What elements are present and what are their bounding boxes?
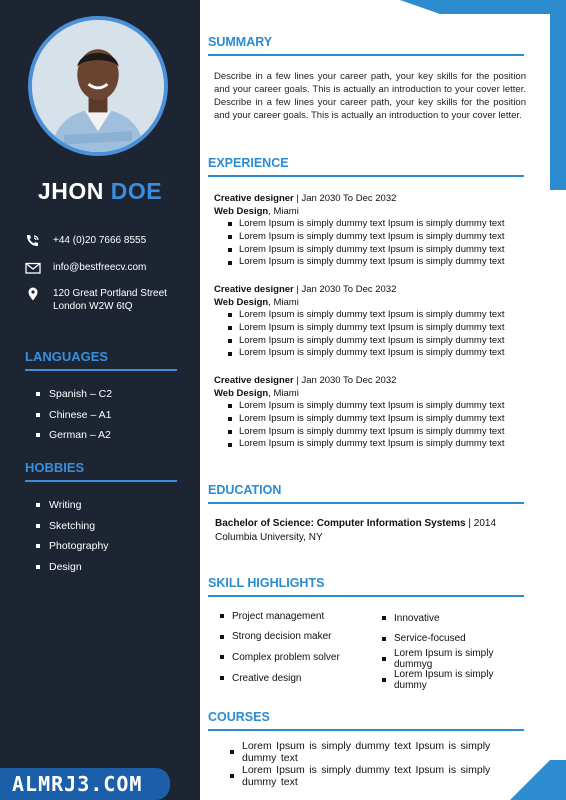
- bullet-icon: [36, 413, 40, 417]
- bullet-icon: [228, 326, 232, 330]
- list-item: Lorem Ipsum is simply dummy text Ipsum is simply dummy text: [228, 335, 526, 348]
- bullet-icon: [228, 443, 232, 447]
- list-item: Lorem Ipsum is simply dummy text Ipsum is simply dummy text: [228, 244, 526, 257]
- list-item: Lorem Ipsum is simply dummy text Ipsum is simply dummy text: [228, 347, 526, 360]
- school: Columbia University, NY: [215, 532, 323, 543]
- bullet-icon: [230, 774, 234, 778]
- list-item: Lorem Ipsum is simply dummy text Ipsum is simply dummy text: [228, 438, 526, 451]
- contact-address: [24, 287, 194, 313]
- contact-email: [24, 261, 194, 275]
- language-item: Spanish – C2: [36, 384, 112, 405]
- hobby-item: Design: [36, 557, 109, 578]
- bullet-icon: [382, 637, 386, 641]
- phone-text: +44 (0)20 7666 8555: [53, 235, 147, 246]
- address-text: [53, 287, 167, 313]
- skill-item: Lorem Ipsum is simply dummyg: [382, 649, 526, 670]
- first-name: JHON: [37, 178, 104, 204]
- skill-item: Innovative: [382, 608, 526, 629]
- email-text: info@bestfreecv.com: [53, 262, 147, 273]
- education-entry: [215, 517, 527, 545]
- bullet-icon: [228, 261, 232, 265]
- list-item: Lorem Ipsum is simply dummy text Ipsum is simply dummy text: [228, 413, 526, 426]
- list-item: Lorem Ipsum is simply dummy text Ipsum is simply dummy text: [228, 322, 526, 335]
- sidebar: [0, 0, 200, 800]
- summary-text: Describe in a few lines your career path, your key skills for the position and your career goals. This is actually an introduction to your cover letter. Describe in a few lines your career path, your key skills for the position and your career goals. This is actually an introduction to your cover letter.: [214, 71, 526, 121]
- job-company: Web Design: [214, 297, 269, 308]
- courses-list: [230, 740, 526, 788]
- bullet-icon: [220, 655, 224, 659]
- skill-item: Complex problem solver: [220, 647, 340, 668]
- bullet-icon: [382, 616, 386, 620]
- job-company: Web Design: [214, 388, 269, 399]
- envelope-icon: [24, 261, 42, 275]
- job-title: Creative designer: [214, 284, 294, 295]
- courses-heading: COURSES: [208, 710, 524, 731]
- course-item: Lorem Ipsum is simply dummy text Ipsum is simply dummy text: [230, 740, 526, 764]
- bullet-icon: [382, 657, 386, 661]
- list-item: Lorem Ipsum is simply dummy text Ipsum is simply dummy text: [228, 426, 526, 439]
- course-item: Lorem Ipsum is simply dummy text Ipsum is simply dummy text: [230, 764, 526, 788]
- skill-item: Lorem Ipsum is simply dummy: [382, 670, 526, 691]
- bullet-icon: [228, 313, 232, 317]
- bullet-icon: [228, 352, 232, 356]
- job-title: Creative designer: [214, 375, 294, 386]
- degree: Bachelor of Science: Computer Information Systems: [215, 518, 466, 529]
- hobby-item: Sketching: [36, 516, 109, 537]
- bullet-icon: [220, 635, 224, 639]
- bullet-icon: [220, 614, 224, 618]
- list-item: Lorem Ipsum is simply dummy text Ipsum is simply dummy text: [228, 231, 526, 244]
- job-dates: | Jan 2030 To Dec 2032: [296, 284, 397, 295]
- contact-phone: [24, 234, 194, 248]
- hobby-item: Writing: [36, 495, 109, 516]
- bullet-icon: [36, 433, 40, 437]
- list-item: Lorem Ipsum is simply dummy text Ipsum is simply dummy text: [228, 256, 526, 269]
- hobbies-list: [36, 495, 109, 577]
- last-name: DOE: [110, 178, 163, 204]
- job-location: , Miami: [268, 206, 299, 217]
- full-name: [0, 178, 200, 205]
- bullet-icon: [228, 222, 232, 226]
- bullet-icon: [228, 339, 232, 343]
- list-item: Lorem Ipsum is simply dummy text Ipsum is simply dummy text: [228, 218, 526, 231]
- skill-item: Creative design: [220, 668, 340, 689]
- job-bullets: [228, 218, 526, 269]
- bullet-icon: [36, 544, 40, 548]
- watermark-logo: ALMRJ3.COM: [0, 768, 170, 800]
- bullet-icon: [230, 750, 234, 754]
- bullet-icon: [382, 678, 386, 682]
- language-item: German – A2: [36, 425, 112, 446]
- job-dates: | Jan 2030 To Dec 2032: [296, 375, 397, 386]
- skill-item: Project management: [220, 606, 340, 627]
- education-heading: EDUCATION: [208, 483, 524, 504]
- job-bullets: [228, 400, 526, 451]
- job-location: , Miami: [268, 388, 299, 399]
- experience-heading: EXPERIENCE: [208, 156, 524, 177]
- bullet-icon: [36, 565, 40, 569]
- languages-heading: LANGUAGES: [25, 349, 177, 371]
- skill-item: Strong decision maker: [220, 627, 340, 648]
- degree-year: | 2014: [465, 518, 497, 529]
- bullet-icon: [36, 392, 40, 396]
- bullet-icon: [228, 430, 232, 434]
- summary-heading: SUMMARY: [208, 35, 524, 56]
- job-company: Web Design: [214, 206, 269, 217]
- job-bullets: [228, 309, 526, 360]
- profile-photo: [28, 16, 168, 156]
- job-dates: | Jan 2030 To Dec 2032: [296, 193, 397, 204]
- bullet-icon: [228, 417, 232, 421]
- bullet-icon: [36, 503, 40, 507]
- bullet-icon: [228, 404, 232, 408]
- location-pin-icon: [24, 287, 42, 301]
- job-entry: [214, 192, 526, 269]
- address-line-2: London W2W 6tQ: [53, 301, 133, 312]
- job-title: Creative designer: [214, 193, 294, 204]
- hobbies-heading: HOBBIES: [25, 460, 177, 482]
- bullet-icon: [36, 524, 40, 528]
- person-portrait-icon: [32, 20, 164, 152]
- list-item: Lorem Ipsum is simply dummy text Ipsum is simply dummy text: [228, 400, 526, 413]
- phone-icon: [24, 234, 42, 248]
- job-location: , Miami: [268, 297, 299, 308]
- languages-list: [36, 384, 112, 446]
- job-entry: [214, 374, 526, 451]
- bullet-icon: [228, 248, 232, 252]
- bullet-icon: [228, 235, 232, 239]
- skills-right-list: [382, 608, 526, 690]
- bullet-icon: [220, 676, 224, 680]
- skill-item: Service-focused: [382, 629, 526, 650]
- skills-heading: SKILL HIGHLIGHTS: [208, 576, 524, 597]
- skills-left-list: [220, 606, 340, 688]
- hobby-item: Photography: [36, 536, 109, 557]
- language-item: Chinese – A1: [36, 405, 112, 426]
- job-entry: [214, 283, 526, 360]
- list-item: Lorem Ipsum is simply dummy text Ipsum is simply dummy text: [228, 309, 526, 322]
- address-line-1: 120 Great Portland Street: [53, 288, 167, 299]
